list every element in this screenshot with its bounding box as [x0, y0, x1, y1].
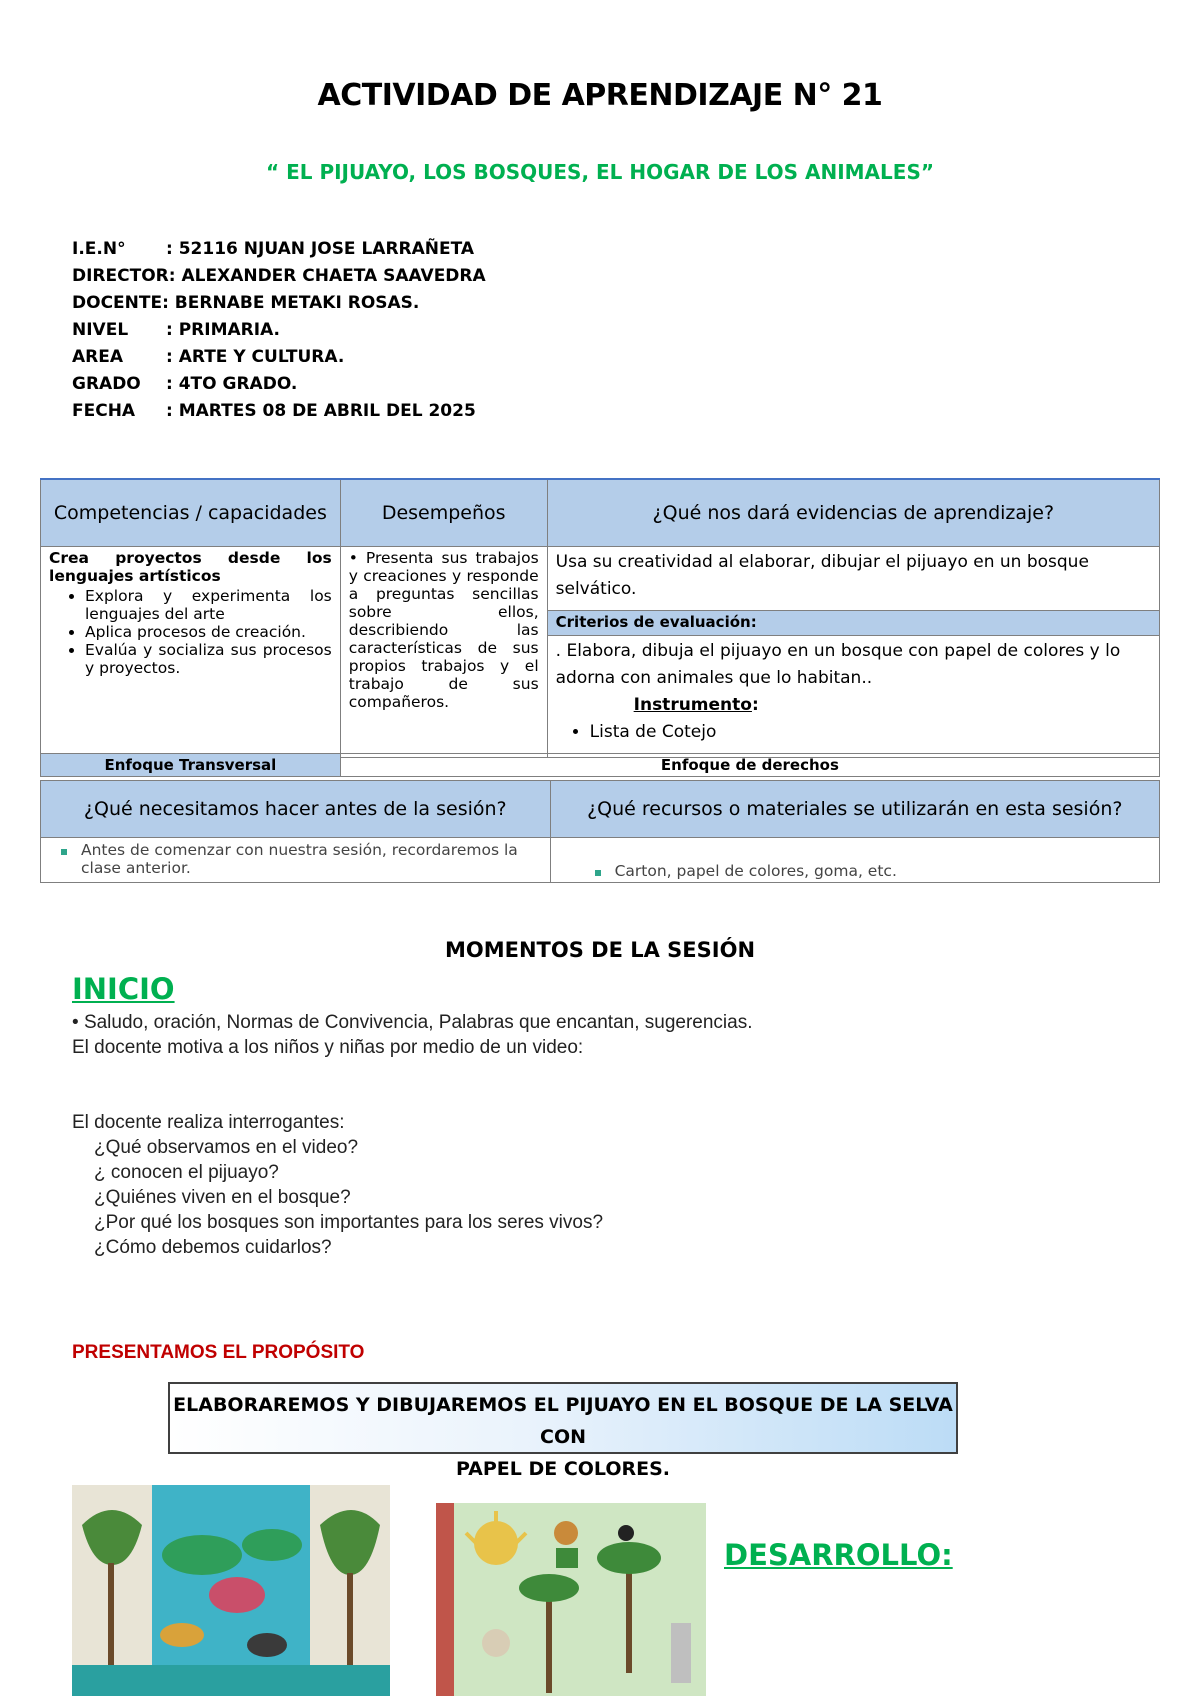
competencias-cell	[41, 547, 341, 758]
capacidades-list	[49, 587, 332, 677]
evidencia-cell: Usa su creatividad al elaborar, dibujar el pijuayo en un bosque selvático.	[547, 547, 1159, 611]
inicio-body	[72, 1010, 753, 1260]
instrumento-list	[556, 719, 1151, 746]
competency-table	[40, 478, 1160, 758]
competencia-title: Crea proyectos desde los lenguajes artísticos	[49, 549, 332, 585]
forest-drawing-photo	[436, 1503, 706, 1696]
page-title: ACTIVIDAD DE APRENDIZAJE N° 21	[317, 78, 883, 113]
enfoque-transversal: Enfoque Transversal	[41, 754, 341, 777]
inicio-heading: INICIO	[72, 972, 175, 1006]
capacidad-item: • Explora y experimenta los lenguajes del arte	[85, 587, 332, 623]
pregunta-item: ¿Cómo debemos cuidarlos?	[94, 1237, 332, 1258]
proposito-heading: PRESENTAMOS EL PROPÓSITO	[72, 1342, 365, 1363]
antes-header: ¿Qué necesitamos hacer antes de la sesión?	[41, 781, 551, 838]
pregunta-item: ¿ conocen el pijuayo?	[94, 1162, 279, 1183]
page-subtitle: “ EL PIJUAYO, LOS BOSQUES, EL HOGAR DE LOS ANIMALES”	[265, 160, 934, 184]
antes-item: Antes de comenzar con nuestra sesión, recordaremos la clase anterior.	[57, 841, 550, 877]
recursos-cell	[550, 838, 1159, 883]
criterio-cell	[547, 635, 1159, 757]
info-row-docente: DOCENTE : BERNABE METAKI ROSAS.	[72, 293, 420, 313]
school-info	[72, 236, 486, 425]
diorama-photo	[72, 1485, 390, 1696]
interrogantes-line: El docente realiza interrogantes:	[72, 1112, 345, 1133]
info-row-grado: GRADO : 4TO GRADO.	[72, 374, 298, 394]
info-row-nivel: NIVEL : PRIMARIA.	[72, 320, 281, 340]
info-row-fecha: FECHA : MARTES 08 DE ABRIL DEL 2025	[72, 401, 476, 421]
proposito-line-1: ELABORAREMOS Y DIBUJAREMOS EL PIJUAYO EN EL BOSQUE DE LA SELVA CON	[173, 1394, 953, 1448]
proposito-box	[168, 1382, 958, 1480]
header-desempenos: Desempeños	[340, 479, 547, 547]
criterio-text: . Elabora, dibuja el pijuayo en un bosque con papel de colores y lo adorna con animales que lo habitan..	[555, 640, 1121, 688]
info-row-ie: I.E.N° : 52116 NJUAN JOSE LARRAÑETA	[72, 239, 475, 259]
pregunta-item: ¿Quiénes viven en el bosque?	[94, 1187, 351, 1208]
capacidad-item: • Aplica procesos de creación.	[85, 623, 332, 641]
momentos-title: MOMENTOS DE LA SESIÓN	[444, 938, 756, 962]
instrumento-heading: Instrumento:	[633, 694, 759, 715]
criterios-label: Criterios de evaluación:	[547, 610, 1159, 635]
resources-table	[40, 780, 1160, 883]
session-prep-table	[40, 753, 1160, 777]
saludo-line: • Saludo, oración, Normas de Convivencia, Palabras que encantan, sugerencias.	[72, 1012, 753, 1033]
antes-cell	[41, 838, 551, 883]
header-evidencias: ¿Qué nos dará evidencias de aprendizaje?	[547, 479, 1159, 547]
desarrollo-heading: DESARROLLO:	[724, 1538, 953, 1572]
recursos-header: ¿Qué recursos o materiales se utilizarán en esta sesión?	[550, 781, 1159, 838]
bullet-icon: •	[72, 1012, 84, 1033]
recursos-item: Carton, papel de colores, goma, etc.	[591, 862, 1159, 880]
info-row-director: DIRECTOR : ALEXANDER CHAETA SAAVEDRA	[72, 266, 486, 286]
capacidad-item: • Evalúa y socializa sus procesos y proyectos.	[85, 641, 332, 677]
header-competencias: Competencias / capacidades	[41, 479, 341, 547]
proposito-line-2: PAPEL DE COLORES.	[455, 1458, 671, 1480]
pregunta-item: ¿Qué observamos en el video?	[94, 1137, 359, 1158]
desempeno-cell: • Presenta sus trabajos y creaciones y responde a preguntas sencillas sobre ellos, describiendo las características de sus propios trabajos y el trabajo de sus compañeros.	[340, 547, 547, 758]
motiva-line: El docente motiva a los niños y niñas por medio de un video:	[72, 1037, 584, 1058]
enfoque-derechos: Enfoque de derechos	[340, 754, 1159, 777]
info-row-area: AREA : ARTE Y CULTURA.	[72, 347, 345, 367]
pregunta-item: ¿Por qué los bosques son importantes para los seres vivos?	[94, 1212, 604, 1233]
instrumento-item: • Lista de Cotejo	[590, 719, 1151, 746]
